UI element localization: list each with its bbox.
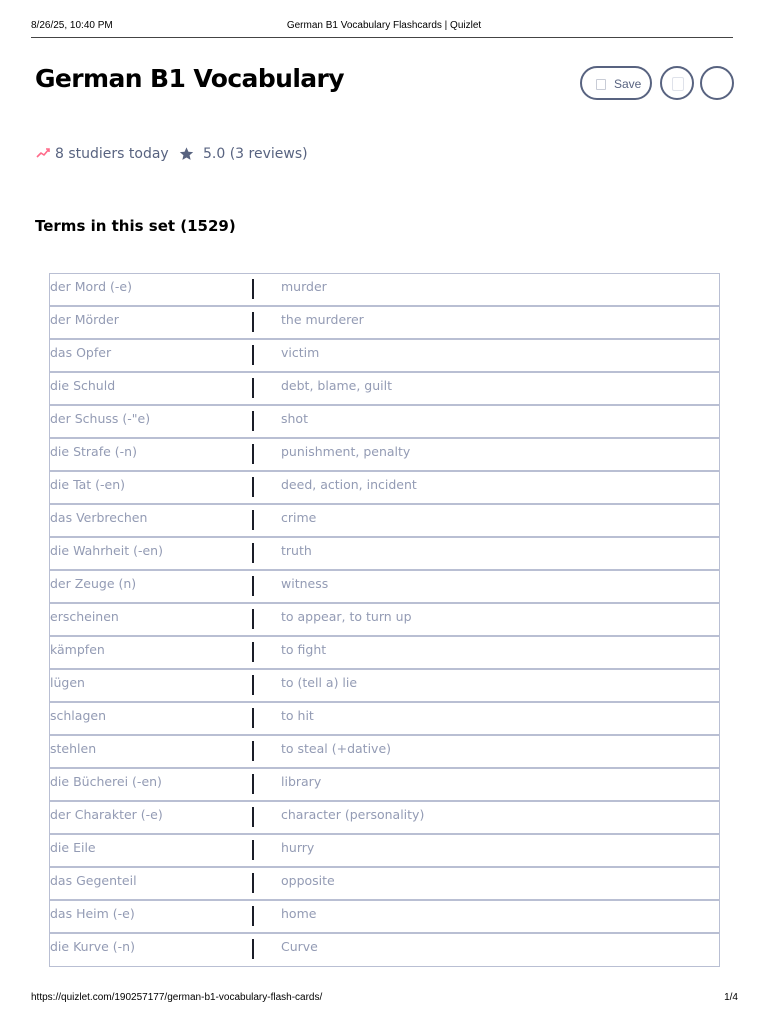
term-row (50, 736, 719, 769)
term-text: das Verbrechen (50, 510, 148, 525)
trending-icon (36, 147, 50, 159)
folder-icon (596, 79, 606, 90)
term-row (50, 769, 719, 802)
term-text: kämpfen (50, 642, 105, 657)
term-row (50, 604, 719, 637)
column-divider (252, 807, 254, 827)
column-divider (252, 444, 254, 464)
column-divider (252, 411, 254, 431)
definition-text: to steal (+dative) (281, 741, 392, 756)
term-row (50, 538, 719, 571)
term-text: die Strafe (-n) (50, 444, 137, 459)
term-text: die Eile (50, 840, 96, 855)
print-page-title: German B1 Vocabulary Flashcards | Quizlet (286, 20, 482, 31)
term-row (50, 802, 719, 835)
term-text: die Schuld (50, 378, 116, 393)
term-row (50, 307, 719, 340)
term-text: der Zeuge (n) (50, 576, 137, 591)
print-header (0, 0, 768, 38)
term-row (50, 835, 719, 868)
definition-text: deed, action, incident (281, 477, 417, 492)
save-button[interactable] (580, 66, 652, 100)
column-divider (252, 675, 254, 695)
term-row (50, 670, 719, 703)
save-label: Save (614, 77, 642, 91)
definition-text: to hit (281, 708, 314, 723)
column-divider (252, 576, 254, 596)
term-text: stehlen (50, 741, 97, 756)
term-text: das Opfer (50, 345, 112, 360)
term-row (50, 274, 719, 307)
column-divider (252, 708, 254, 728)
definition-text: opposite (281, 873, 335, 888)
definition-text: to appear, to turn up (281, 609, 412, 624)
term-row (50, 472, 719, 505)
column-divider (252, 642, 254, 662)
term-row (50, 901, 719, 934)
term-row (50, 340, 719, 373)
definition-text: Curve (281, 939, 318, 954)
column-divider (252, 345, 254, 365)
terms-heading: Terms in this set (1529) (35, 217, 236, 235)
definition-text: murder (281, 279, 327, 294)
term-text: das Gegenteil (50, 873, 137, 888)
term-row (50, 934, 719, 967)
definition-text: hurry (281, 840, 315, 855)
column-divider (252, 939, 254, 959)
term-row (50, 505, 719, 538)
term-text: der Charakter (-e) (50, 807, 163, 822)
definition-text: to fight (281, 642, 327, 657)
term-text: die Wahrheit (-en) (50, 543, 163, 558)
column-divider (252, 774, 254, 794)
column-divider (252, 609, 254, 629)
definition-text: shot (281, 411, 308, 426)
term-row (50, 637, 719, 670)
column-divider (252, 840, 254, 860)
definition-text: character (personality) (281, 807, 425, 822)
definition-text: debt, blame, guilt (281, 378, 392, 393)
print-datetime: 8/26/25, 10:40 PM (31, 20, 113, 31)
term-row (50, 571, 719, 604)
definition-text: crime (281, 510, 317, 525)
term-row (50, 406, 719, 439)
column-divider (252, 279, 254, 299)
header-rule (31, 37, 733, 38)
share-icon (672, 77, 684, 91)
definition-text: library (281, 774, 322, 789)
column-divider (252, 543, 254, 563)
definition-text: the murderer (281, 312, 364, 327)
column-divider (252, 873, 254, 893)
share-button[interactable] (660, 66, 694, 100)
term-text: die Kurve (-n) (50, 939, 135, 954)
term-text: das Heim (-e) (50, 906, 135, 921)
page-number: 1/4 (724, 992, 738, 1003)
term-text: der Schuss (-"e) (50, 411, 151, 426)
star-icon (178, 146, 195, 162)
column-divider (252, 312, 254, 332)
term-row (50, 868, 719, 901)
term-text: lügen (50, 675, 85, 690)
definition-text: punishment, penalty (281, 444, 411, 459)
studiers-count: 8 studiers today (55, 146, 169, 162)
set-title: German B1 Vocabulary (35, 64, 344, 93)
term-row (50, 703, 719, 736)
terms-table (49, 273, 720, 967)
more-options-button[interactable] (700, 66, 734, 100)
column-divider (252, 510, 254, 530)
definition-text: truth (281, 543, 312, 558)
term-text: die Bücherei (-en) (50, 774, 162, 789)
definition-text: witness (281, 576, 329, 591)
column-divider (252, 378, 254, 398)
term-text: schlagen (50, 708, 106, 723)
term-row (50, 439, 719, 472)
column-divider (252, 906, 254, 926)
term-text: der Mord (-e) (50, 279, 132, 294)
rating-text: 5.0 (3 reviews) (203, 146, 308, 162)
definition-text: home (281, 906, 317, 921)
definition-text: victim (281, 345, 320, 360)
term-text: der Mörder (50, 312, 119, 327)
column-divider (252, 477, 254, 497)
term-text: erscheinen (50, 609, 119, 624)
column-divider (252, 741, 254, 761)
term-row (50, 373, 719, 406)
definition-text: to (tell a) lie (281, 675, 358, 690)
print-url: https://quizlet.com/190257177/german-b1-vocabulary-flash-cards/ (31, 992, 323, 1003)
term-text: die Tat (-en) (50, 477, 126, 492)
